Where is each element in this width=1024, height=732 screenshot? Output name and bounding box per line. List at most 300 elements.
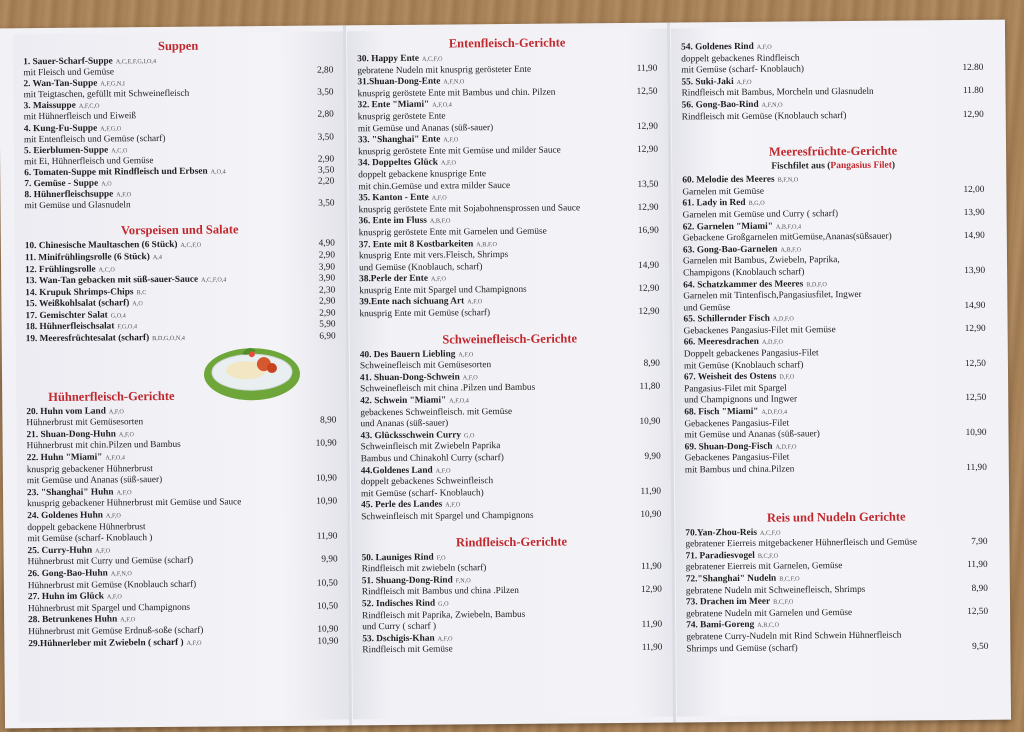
- menu-item: [357, 52, 657, 78]
- menu-item-desc-line: doppelt gebackenes Schweinfleisch: [360, 476, 494, 488]
- allergen-codes: A,B,F,O,4: [775, 222, 802, 231]
- menu-item-desc-line: Schweinefleisch mit Gemüsesorten 8,90: [359, 358, 660, 372]
- menu-item-desc-line: Hühnerbrust mit chin.Pilzen und Bambus 10,90: [26, 438, 337, 452]
- menu-item-price: 12,90: [636, 121, 658, 132]
- menu-item-desc-line: und Ananas (süß-sauer) 10,90: [360, 416, 661, 430]
- allergen-codes: A,F,O: [431, 194, 447, 202]
- item-list: [681, 40, 984, 124]
- menu-item: [682, 173, 984, 199]
- allergen-codes: F,O: [436, 554, 446, 562]
- menu-item-desc-line: Schweinfleisch mit Spargel und Champignons 10,90: [361, 509, 662, 523]
- allergen-codes: A,F,O: [443, 136, 459, 144]
- allergen-codes: A,F,N,O: [761, 101, 783, 109]
- menu-item-title: [684, 337, 783, 349]
- allergen-codes: A,F,O,4: [449, 397, 469, 405]
- menu-item-name: 65. Schillernder Fisch: [683, 313, 770, 325]
- allergen-codes: B,C: [136, 288, 147, 296]
- menu-item: [27, 508, 337, 545]
- section-heading: Vorspeisen und Salate: [120, 222, 239, 238]
- menu-item-desc-line: Rindfleisch mit Gemüse 11,90: [362, 642, 663, 656]
- menu-item-desc-line: mit Gemüse und Ananas (süß-sauer) 10,90: [684, 428, 987, 441]
- section-rind-continued: [681, 40, 984, 124]
- menu-item-desc-line: mit chin.Gemüse und extra milder Sauce 13,50: [358, 179, 659, 192]
- allergen-codes: A,F,O: [116, 191, 132, 199]
- menu-item-price: 3,50: [317, 165, 335, 176]
- menu-item: [358, 156, 658, 193]
- menu-item-desc-line: Gebackenes Pangasius-Filet: [684, 418, 790, 430]
- menu-item-title: [361, 465, 451, 477]
- allergen-codes: F,G,O,4: [117, 323, 138, 331]
- allergen-codes: A,B,C,O: [757, 621, 780, 630]
- menu-item-title: [23, 78, 125, 90]
- menu-item: [684, 405, 986, 442]
- menu-item-title: [24, 189, 131, 201]
- menu-item-desc-line: Schweinfleisch mit Zwiebeln Paprika: [360, 441, 501, 453]
- item-list: [360, 347, 662, 524]
- menu-item-title: [358, 193, 446, 205]
- allergen-codes: G,O: [438, 600, 449, 608]
- menu-item: [28, 566, 338, 592]
- menu-item-title: [27, 545, 110, 557]
- menu-item-desc-line: Pangasius-Filet mit Spargel: [684, 383, 787, 395]
- menu-item-title: [28, 592, 122, 604]
- section-heading: Schweinefleisch-Gerichte: [442, 331, 578, 347]
- menu-item-price: 12,90: [640, 584, 662, 596]
- menu-item-desc-line: doppelt gebackene knusprige Ente: [358, 169, 487, 181]
- menu-item: [26, 427, 336, 453]
- menu-item-desc-line: Rindfleisch mit Paprika, Zwiebeln, Bambus: [362, 609, 526, 621]
- menu-item-title: [681, 77, 751, 89]
- menu-item-name: 53. Dschigis-Khan: [362, 633, 435, 644]
- allergen-codes: A,O: [101, 180, 112, 188]
- menu-item-desc-line: mit Gemüse (scharf- Knoblauch) 11,90: [360, 486, 662, 500]
- menu-item-title: [26, 429, 133, 442]
- menu-item-price: 11,90: [966, 462, 987, 473]
- menu-item-desc-line: Champigons (Knoblauch scharf) 13,90: [683, 265, 986, 279]
- allergen-codes: A,B,F,O: [476, 240, 497, 248]
- menu-item: [28, 613, 338, 639]
- menu-item-title: [24, 101, 100, 113]
- section-schwein: [360, 330, 662, 524]
- menu-item-price: 3,50: [317, 87, 334, 98]
- menu-item-price: 12,50: [965, 393, 987, 404]
- item-list: [685, 525, 988, 655]
- menu-item: [682, 196, 984, 222]
- menu-item-desc-line: Hühnerbrust mit Gemüsesorten 8,90: [26, 415, 337, 429]
- menu-item-price: 9,90: [644, 451, 661, 462]
- menu-item: [26, 404, 336, 430]
- menu-item-desc-line: Garnelen mit Tintenfisch,Pangasiusfilet, Ingwer: [683, 289, 862, 302]
- menu-item-price: 12,90: [964, 323, 986, 334]
- item-list: [682, 173, 987, 477]
- menu-item-title: [682, 175, 798, 188]
- menu-column-2: [347, 29, 673, 720]
- menu-item-title: [358, 135, 458, 147]
- menu-item-name: 15. Weißkohlsalat (scharf): [25, 298, 130, 310]
- menu-item: [684, 335, 986, 372]
- menu-item: [24, 121, 334, 146]
- menu-item-title: [362, 633, 452, 645]
- menu-item-name: 39.Ente nach sichuang Art: [359, 296, 465, 308]
- allergen-codes: A,F,O: [120, 616, 136, 624]
- menu-item-desc-line: knusprig geröstete Ente mit Sojabohnensprossen und Sauce 12,90: [358, 202, 659, 215]
- section-reis: [685, 508, 988, 655]
- allergen-codes: D,F,O: [779, 373, 795, 381]
- menu-item-name: 14. Krupuk Shrimps-Chips: [25, 286, 134, 298]
- menu-item-desc-line: knusprig Ente mit Gemüse (scharf) 12,90: [359, 306, 660, 320]
- menu-item: [357, 75, 657, 101]
- menu-item-desc-line: doppelt gebackene Hühnerbrust: [27, 521, 146, 533]
- menu-item-price: 3,90: [318, 273, 336, 284]
- menu-item-price: 10,90: [640, 509, 662, 520]
- menu-item-title: [682, 198, 764, 210]
- allergen-codes: B,F,N,O: [777, 176, 799, 184]
- menu-item-price: 10,90: [639, 416, 661, 428]
- menu-item-title: [359, 274, 446, 286]
- menu-item-desc-line: mit Teigtaschen, gefüllt mit Schweinefleisch 3,50: [23, 87, 334, 101]
- menu-item: [686, 595, 988, 621]
- menu-item-name: 7. Gemüse - Suppe: [24, 178, 99, 190]
- menu-item-name: 31.Shuan-Dong-Ente: [357, 76, 441, 88]
- menu-item-name: 22. Huhn "Miami": [26, 452, 103, 464]
- menu-item-name: 54. Goldenes Rind: [681, 41, 754, 53]
- section-heading: Hühnerfleisch-Gerichte: [48, 388, 175, 404]
- menu-item-price: 12,50: [636, 86, 658, 97]
- menu-item-title: [686, 550, 779, 562]
- section-ente: [357, 35, 659, 321]
- menu-item-name: 71. Paradiesvogel: [685, 550, 755, 562]
- menu-item-name: 19. Meeresfrüchtesalat (scharf): [25, 333, 150, 345]
- menu-item-price: 10,90: [315, 438, 337, 450]
- section-heading: Meeresfrüchte-Gerichte: [768, 143, 898, 159]
- menu-item-desc-line: und Curry ( scharf ) 11,90: [362, 619, 663, 633]
- allergen-codes: B,G,O: [748, 200, 765, 208]
- menu-item: [685, 525, 987, 551]
- allergen-codes: B,D,G,O,N,4: [152, 334, 186, 343]
- menu-item-price: 6,90: [319, 331, 336, 342]
- menu-item-name: 64. Schatzkammer des Meeres: [683, 278, 804, 290]
- allergen-codes: A,F,O: [440, 159, 456, 167]
- menu-item-desc-line: Garnelen mit Gemüse 12,00: [682, 184, 985, 198]
- menu-item-name: 8. Hühnerfleischsuppe: [24, 189, 114, 201]
- item-list: [26, 404, 338, 650]
- menu-item-name: 61. Lady in Red: [682, 198, 746, 209]
- sub-highlight: Pangasius Filet: [830, 160, 892, 172]
- menu-item-name: 13. Wan-Tan gebacken mit süß-sauer-Sauce: [25, 274, 199, 287]
- menu-item-name: 40. Des Bauern Liebling: [359, 349, 456, 360]
- allergen-codes: A,F,O: [430, 275, 446, 283]
- menu-item-price: 10,90: [965, 428, 987, 439]
- allergen-codes: A,F,O: [186, 639, 202, 647]
- menu-item-name: 72."Shanghai" Nudeln: [685, 573, 777, 585]
- menu-item-desc-line: mit Gemüse (Knoblauch scharf) 12,50: [683, 358, 986, 372]
- menu-item: [682, 98, 984, 124]
- menu-item-price: 11,90: [641, 561, 662, 572]
- menu-item: [362, 631, 662, 657]
- menu-item-desc-line: Garnelen mit Bambus, Zwiebeln, Paprika,: [682, 255, 840, 267]
- menu-item-name: 1. Sauer-Scharf-Suppe: [23, 56, 113, 68]
- menu-item-title: [683, 314, 793, 327]
- menu-item-price: 2,30: [318, 285, 336, 296]
- item-list: [362, 550, 663, 657]
- section-subheading: [682, 160, 984, 173]
- menu-item-price: 11,90: [640, 486, 662, 497]
- menu-item-price: 13,90: [963, 207, 985, 218]
- section-rind: [361, 533, 662, 657]
- allergen-codes: A,D,F,O: [761, 339, 783, 347]
- allergen-codes: A,F,O: [95, 547, 111, 555]
- menu-item: [686, 572, 988, 598]
- menu-item-name: 52. Indisches Rind: [361, 598, 436, 610]
- allergen-codes: A,F,O: [106, 593, 122, 601]
- menu-item-title: [360, 395, 469, 408]
- menu-item-name: 43. Glücksschwein Curry: [360, 430, 462, 442]
- sub-prefix: Fischfilet aus (: [771, 161, 831, 172]
- menu-item-desc-line: Hühnerbrust mit Spargel und Champignons 10,50: [27, 601, 339, 614]
- menu-item-desc-line: knusprig geröstete Ente: [357, 111, 446, 123]
- menu-item-desc-line: knusprig gebackener Hühnerbrust mit Gemüse und Sauce 10,90: [27, 496, 338, 510]
- menu-item-title: [359, 216, 451, 228]
- menu-item-title: [683, 244, 801, 257]
- allergen-codes: A,F,O: [467, 298, 483, 306]
- menu-item: [27, 543, 337, 569]
- menu-item-price: 7,90: [971, 536, 988, 548]
- section-meer: [682, 143, 987, 477]
- menu-item-price: 11,90: [967, 560, 988, 571]
- allergen-codes: B,C,F,O: [779, 575, 800, 583]
- allergen-codes: A,F,O: [118, 431, 134, 439]
- menu-item-price: 11,90: [316, 531, 338, 542]
- allergen-codes: A,C,F,O,4: [201, 276, 227, 284]
- menu-item-title: [26, 322, 138, 335]
- menu-item-price: 2,90: [317, 154, 335, 165]
- menu-item-price: 4,90: [318, 238, 335, 249]
- allergen-codes: A,C,F,O: [180, 241, 202, 250]
- menu-item-desc-line: gebackenes Schweinfleisch. mit Gemüse: [360, 406, 513, 418]
- menu-item-price: 2,80: [317, 109, 334, 121]
- menu-item: [27, 451, 337, 488]
- menu-item: [23, 77, 333, 102]
- menu-item: [681, 40, 983, 77]
- menu-item-price: 12,90: [637, 202, 659, 213]
- allergen-codes: A,O: [132, 300, 143, 308]
- menu-item-name: 63. Gong-Bao-Garnelen: [682, 244, 778, 256]
- menu-item-desc-line: Hühnerbrust mit Gemüse (Knoblauch scharf) 10,50: [27, 578, 338, 591]
- allergen-codes: A,F,C,O: [78, 102, 100, 111]
- menu-item-name: 11. Minifrühlingsrolle (6 Stück): [24, 252, 150, 264]
- menu-item-price: 10,50: [317, 601, 339, 612]
- menu-item-name: 56. Gong-Bao-Rind: [681, 99, 759, 111]
- menu-item: [359, 237, 659, 274]
- menu-item-desc-line: Shrimps und Gemüse (scharf) 9,50: [686, 641, 989, 654]
- menu-item-name: 4. Kung-Fu-Suppe: [23, 123, 98, 134]
- menu-item-price: 9,90: [321, 554, 338, 565]
- menu-item: [360, 347, 660, 373]
- menu-item-name: 20. Huhn vom Land: [26, 406, 106, 417]
- menu-item-price: 11.80: [962, 86, 984, 97]
- menu-item-title: [686, 573, 800, 586]
- menu-item-price: 2,20: [317, 176, 335, 187]
- menu-item-title: [23, 56, 156, 68]
- menu-item-desc-line: knusprig geröstete Ente mit Garnelen und Gemüse 16,90: [358, 225, 659, 239]
- allergen-codes: A,F,G,N,I: [100, 80, 126, 88]
- menu-item-price: 2,90: [318, 250, 336, 261]
- menu-item-name: 2. Wan-Tan-Suppe: [23, 78, 98, 90]
- menu-item-name: 66. Meeresdrachen: [683, 337, 759, 348]
- menu-item-title: [24, 123, 121, 135]
- menu-item-name: 36. Ente im Fluss: [358, 215, 427, 227]
- menu-item-price: 11,80: [639, 382, 661, 393]
- allergen-codes: A,F,O: [458, 350, 474, 359]
- menu-item-title: [357, 54, 442, 66]
- menu-item-name: 67. Weisheit des Ostens: [683, 371, 777, 383]
- section-heading: Reis und Nudeln Gerichte: [766, 509, 906, 525]
- menu-item-title: [685, 441, 797, 454]
- menu-item-title: [358, 100, 452, 112]
- menu-item-name: 70.Yan-Zhou-Reis: [685, 527, 757, 539]
- allergen-codes: A,F,O: [105, 512, 121, 520]
- menu-item-name: 29.Hühnerleber mit Zwiebeln ( scharf ): [28, 637, 184, 649]
- menu-item-price: 2,80: [317, 65, 334, 76]
- menu-item-title: [26, 333, 185, 346]
- allergen-codes: A,F,O: [116, 489, 132, 497]
- menu-item: [358, 133, 658, 159]
- menu-item-title: [358, 158, 456, 170]
- menu-item-title: [685, 527, 780, 539]
- menu-item: [683, 243, 985, 280]
- menu-item-price: 13,50: [637, 179, 659, 190]
- menu-item-desc-line: Garnelen mit Gemüse und Curry ( scharf) 13,90: [682, 207, 985, 221]
- menu-item-name: 32. Ente "Miami": [357, 100, 430, 111]
- allergen-codes: A,F,N,O: [110, 570, 132, 578]
- menu-item-title: [25, 310, 125, 322]
- menu-item-name: 21. Shuan-Dong-Huhn: [26, 429, 116, 441]
- menu-item: [361, 498, 661, 524]
- menu-item: [686, 618, 988, 655]
- menu-item-price: 8,90: [320, 415, 337, 426]
- menu-item-price: 2,90: [319, 308, 336, 319]
- menu-item-name: 27. Huhn im Glück: [27, 591, 104, 603]
- menu-item-title: [24, 145, 127, 157]
- menu-item-title: [684, 407, 787, 419]
- menu-item: [28, 590, 338, 616]
- menu-item-desc-line: knusprig gebackener Hühnerbrust: [26, 463, 153, 475]
- menu-item-name: 62. Garnelen "Miami": [682, 221, 773, 232]
- menu-item-desc-line: knusprig geröstete Ente mit Gemüse und milder Sauce 12,90: [358, 144, 659, 158]
- menu-item-price: 10,50: [316, 578, 338, 589]
- menu-item: [24, 99, 334, 124]
- menu-item: [362, 550, 662, 576]
- menu-item-price: 12,90: [638, 283, 660, 294]
- allergen-codes: A,F,O,4: [105, 454, 126, 462]
- allergen-codes: A,F,O,4: [432, 101, 452, 110]
- allergen-codes: A,C,E,F,G,I,O,4: [115, 58, 157, 66]
- menu-item: [362, 573, 662, 599]
- menu-item-name: 6. Tomaten-Suppe mit Rindfleisch und Erbsen: [24, 166, 208, 179]
- menu-item-title: [682, 100, 783, 112]
- menu-item-desc-line: Rindfleisch mit Bambus und china .Pilzen 12,90: [361, 584, 662, 598]
- allergen-codes: G,O: [463, 432, 475, 440]
- menu-item-name: 55. Suki-Jaki: [681, 76, 734, 88]
- menu-item-title: [27, 452, 125, 464]
- menu-item-price: 12,90: [637, 144, 659, 155]
- menu-item-desc-line: Rindfleisch mit Bambus, Morcheln und Glasnudeln 11.80: [681, 86, 984, 99]
- menu-item-price: 3,50: [318, 198, 335, 209]
- menu-item-desc-line: mit Hühnerfleisch und Eiweiß 2,80: [23, 109, 334, 123]
- menu-item-price: 12,50: [967, 606, 989, 617]
- menu-item-line: [28, 636, 338, 650]
- menu-item: [359, 214, 659, 240]
- menu-item-desc-line: gebratene Nudeln mit Schweinefleisch, Shrimps 8,90: [685, 583, 988, 596]
- allergen-codes: A,F,O: [435, 467, 451, 475]
- menu-item-desc-line: mit Gemüse und Glasnudeln 3,50: [24, 198, 335, 212]
- menu-item-title: [362, 575, 471, 588]
- menu-item-title: [686, 597, 794, 610]
- menu-item-price: 11,90: [641, 642, 663, 654]
- menu-item-name: 69. Shuan-Dong-Fisch: [684, 441, 773, 453]
- menu-item: [27, 485, 337, 511]
- menu-item: [24, 188, 334, 213]
- allergen-codes: A,C,F,O: [421, 55, 443, 63]
- menu-item: [24, 143, 334, 168]
- menu-item-desc-line: gebratener Eierreis mit Garnelen, Gemüse 11,90: [685, 560, 988, 573]
- menu-item-desc-line: mit Gemüse und Ananas (süß-sauer) 12,90: [357, 121, 658, 134]
- menu-item-name: 28. Betrunkenes Huhn: [28, 614, 118, 626]
- allergen-codes: A,F,O: [437, 635, 453, 643]
- menu-item-name: 73. Drachen im Meer: [685, 596, 771, 608]
- menu-item-name: 38.Perle der Ente: [359, 273, 428, 285]
- menu-item: [683, 219, 985, 245]
- food-plate-photo: [202, 324, 303, 403]
- menu-item-name: 51. Shuang-Dong-Rind: [361, 575, 453, 587]
- menu-item-name: 50. Launiges Rind: [361, 552, 434, 563]
- menu-item-price: 11,90: [641, 619, 663, 630]
- menu-item: [686, 549, 988, 575]
- menu-item: [360, 394, 660, 431]
- menu-item-name: 23. "Shanghai" Huhn: [26, 487, 114, 498]
- menu-item-title: [683, 221, 802, 234]
- menu-item-title: [25, 264, 115, 276]
- menu-item-desc-line: Gebackene Großgarnelen mitGemüse,Ananas(süßsauer) 14,90: [682, 230, 985, 244]
- menu-item-desc-line: mit Entenfleisch und Gemüse (scharf) 3,50: [23, 132, 334, 145]
- menu-item-title: [681, 42, 772, 54]
- menu-item-title: [362, 598, 449, 610]
- menu-item-title: [24, 178, 111, 190]
- menu-item-desc-line: und Champignons und Ingwer 12,50: [684, 393, 987, 406]
- menu-item-name: 33. "Shanghai" Ente: [357, 134, 441, 146]
- menu-item-name: 26. Gong-Bao-Huhn: [27, 568, 108, 580]
- menu-item-desc-line: mit Gemüse (scharf- Knoblauch ) 11,90: [27, 531, 338, 545]
- menu-item-name: 45. Perle des Landes: [361, 499, 443, 511]
- menu-item: [359, 272, 659, 298]
- menu-item-name: 12. Frühlingsrolle: [25, 264, 96, 275]
- menu-item-title: [28, 637, 201, 650]
- menu-item-name: 60. Melodie des Meeres: [682, 174, 775, 186]
- menu-item-name: 10. Chinesische Maultaschen (6 Stück): [24, 240, 178, 252]
- menu-item-desc-line: mit Fleisch und Gemüse 2,80: [23, 65, 334, 79]
- menu-item-name: 25. Curry-Huhn: [27, 545, 93, 556]
- menu-item: [683, 277, 985, 314]
- menu-item-price: 3,50: [317, 132, 334, 143]
- allergen-codes: B,C,F,O: [757, 552, 779, 560]
- allergen-codes: A,F,O: [736, 78, 752, 86]
- menu-item-title: [684, 372, 794, 385]
- menu-item-price: 14,90: [963, 230, 985, 242]
- menu-item-price: 12,90: [638, 306, 660, 317]
- menu-item-price: 12,90: [962, 109, 984, 120]
- menu-item-price: 12.80: [962, 63, 984, 74]
- menu-item-name: 34. Doppeltes Glück: [358, 157, 439, 169]
